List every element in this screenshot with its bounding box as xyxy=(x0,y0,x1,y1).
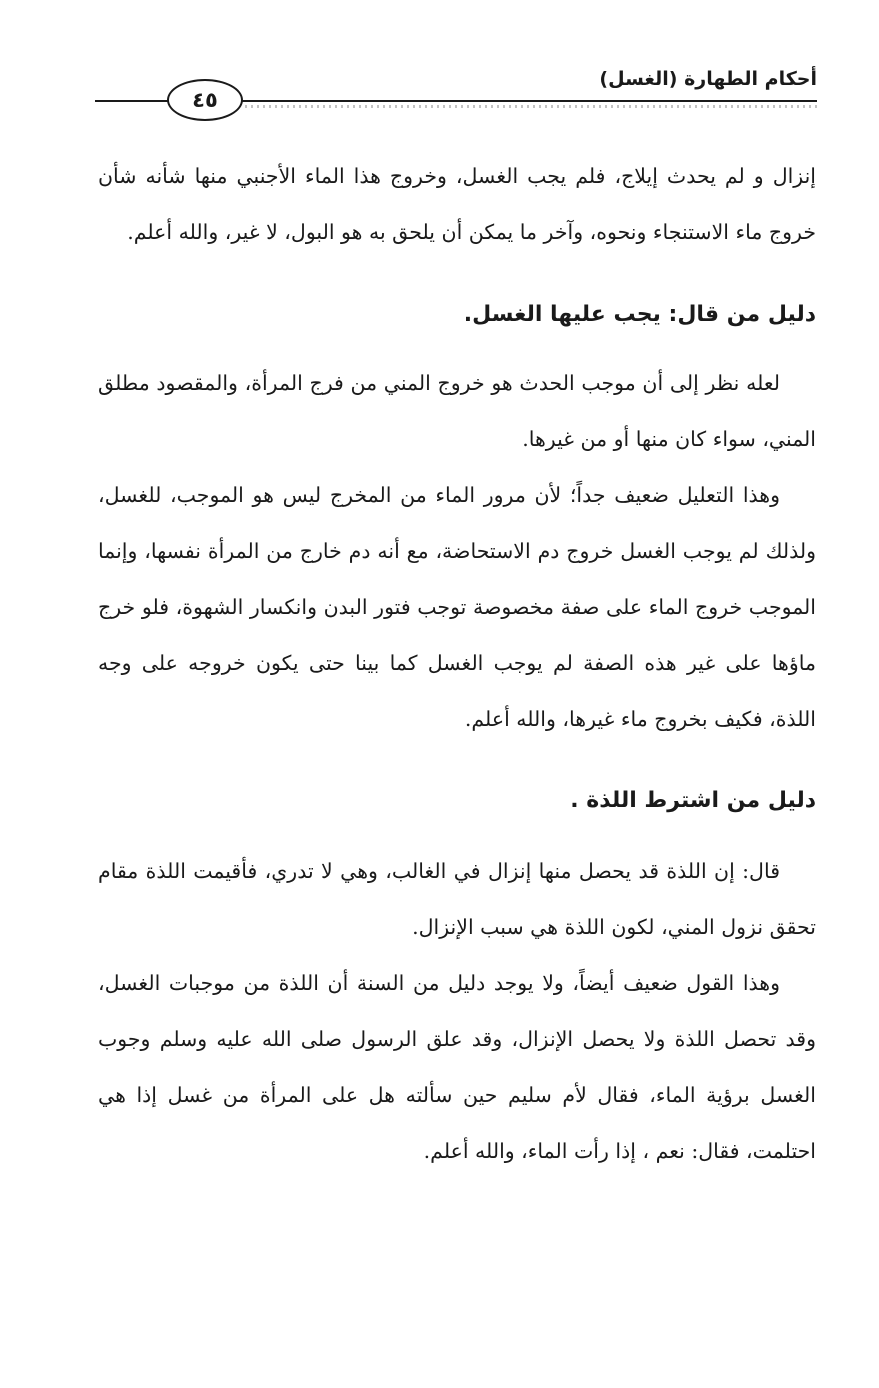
page-body xyxy=(98,148,816,1179)
intro-paragraph: إنزال و لم يحدث إيلاج، فلم يجب الغسل، وخروج هذا الماء الأجنبي منها شأنه شأن خروج ماء الاستنجاء ونحوه، وآخر ما يمكن أن يلحق به هو البول، لا غير، والله أعلم. xyxy=(98,164,816,244)
section-heading-pleasure-condition: دليل من اشترط اللذة . xyxy=(570,788,816,813)
page-number: ٤٥ xyxy=(167,79,243,121)
header-rule-texture xyxy=(245,105,817,108)
paragraph: وهذا القول ضعيف أيضاً، ولا يوجد دليل من السنة أن اللذة من موجبات الغسل، وقد تحصل اللذة ولا يحصل الإنزال، وقد علق الرسول صلى الله عليه وسلم وجوب الغسل برؤية الماء، فقال لأم سليم حين سألته هل على المرأة من غسل إذا هي احتلمت، فقال: نعم ، إذا رأت الماء، والله أعلم. xyxy=(98,971,816,1163)
paragraph: وهذا التعليل ضعيف جداً؛ لأن مرور الماء من المخرج ليس هو الموجب، للغسل، ولذلك لم يوجب الغسل خروج دم الاستحاضة، مع أنه دم خارج من المرأة نفسها، وإنما الموجب خروج الماء على صفة مخصوصة توجب فتور البدن وانكسار الشهوة، فلو خرج ماؤها على غير هذه الصفة لم يوجب الغسل كما بينا حتى يكون خروجه على وجه اللذة، فكيف بخروج ماء غيرها، والله أعلم. xyxy=(98,483,816,731)
running-title: أحكام الطهارة (الغسل) xyxy=(599,68,817,90)
section-heading-obligation: دليل من قال: يجب عليها الغسل. xyxy=(463,302,816,327)
paragraph: قال: إن اللذة قد يحصل منها إنزال في الغالب، وهي لا تدري، فأقيمت اللذة مقام تحقق نزول المني، لكون اللذة هي سبب الإنزال. xyxy=(98,859,816,939)
paragraph: لعله نظر إلى أن موجب الحدث هو خروج المني من فرج المرأة، والمقصود مطلق المني، سواء كان منها أو من غيرها. xyxy=(98,371,816,451)
page-header xyxy=(95,62,817,122)
